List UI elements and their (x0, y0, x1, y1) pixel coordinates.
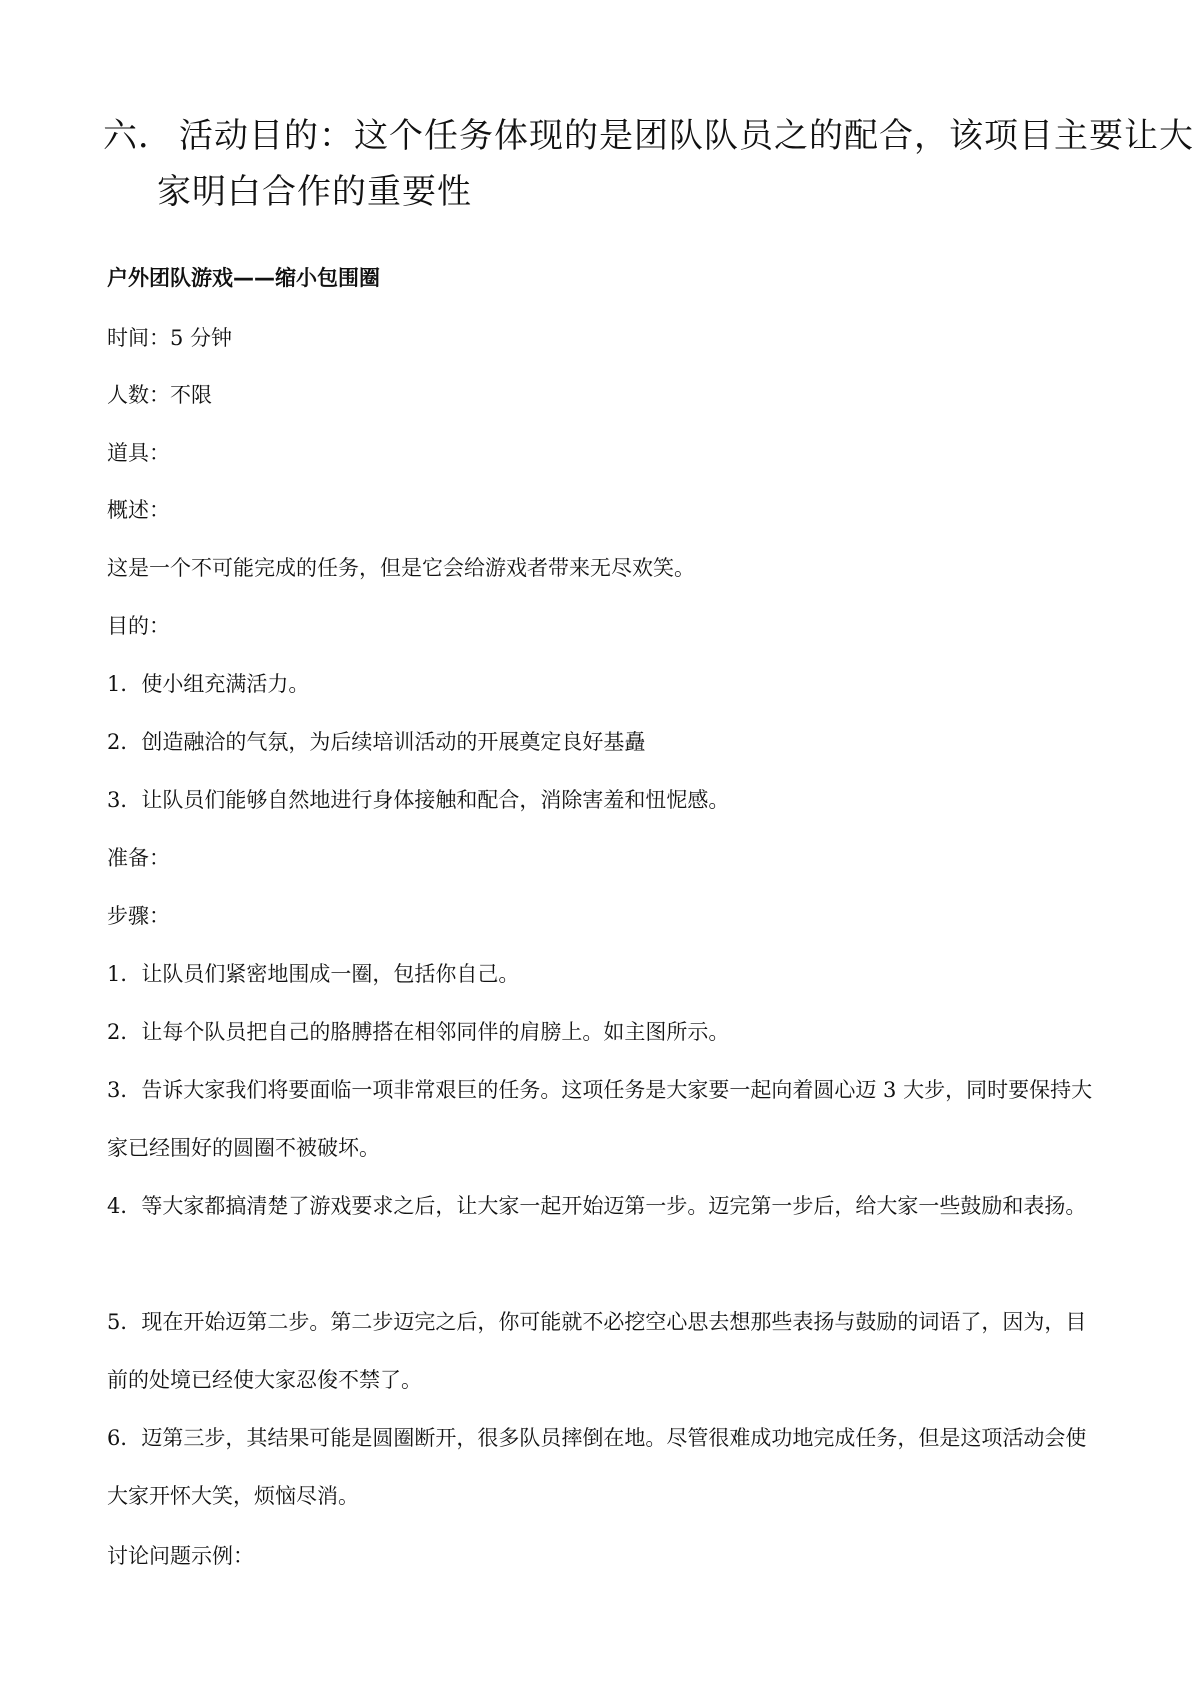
step-item: 5．现在开始迈第二步。第二步迈完之后，你可能就不必挖空心思去想那些表扬与鼓励的词语了，因为，目前的处境已经使大家忍俊不禁了。 (107, 1310, 1087, 1392)
props-line: 道具： (107, 441, 170, 465)
step-item: 2．让每个队员把自己的胳膊搭在相邻同伴的肩膀上。如主图所示。 (107, 1020, 730, 1044)
overview-label: 概述： (107, 498, 170, 522)
people-line: 人数：不限 (107, 383, 212, 407)
steps-label: 步骤： (107, 904, 170, 928)
purpose-item: 3．让队员们能够自然地进行身体接触和配合，消除害羞和忸怩感。 (107, 788, 730, 812)
section-heading-line-2: 家明白合作的重要性 (157, 172, 472, 212)
step-item: 1．让队员们紧密地围成一圈，包括你自己。 (107, 962, 520, 986)
purpose-item: 2．创造融洽的气氛，为后续培训活动的开展奠定良好基矗 (107, 730, 646, 754)
step-item: 6．迈第三步，其结果可能是圆圈断开，很多队员摔倒在地。尽管很难成功地完成任务，但是这项活动会使大家开怀大笑，烦恼尽消。 (107, 1426, 1087, 1508)
overview-text: 这是一个不可能完成的任务，但是它会给游戏者带来无尽欢笑。 (107, 556, 695, 580)
purpose-item: 1．使小组充满活力。 (107, 672, 310, 696)
section-heading-line-1 (103, 108, 1194, 164)
step-item: 3．告诉大家我们将要面临一项非常艰巨的任务。这项任务是大家要一起向着圆心迈 3 大步，同时要保持大家已经围好的圆圈不被破坏。 (107, 1078, 1093, 1160)
step-item: 4．等大家都搞清楚了游戏要求之后，让大家一起开始迈第一步。迈完第一步后，给大家一些鼓励和表扬。 (107, 1194, 1087, 1218)
game-title: 户外团队游戏——缩小包围圈 (107, 266, 380, 290)
purpose-label: 目的： (107, 614, 170, 638)
prepare-label: 准备： (107, 846, 170, 870)
section-heading (103, 108, 1194, 220)
discussion-label: 讨论问题示例： (107, 1544, 254, 1568)
section-number: 六． (103, 116, 173, 156)
section-heading-text-1: 活动目的：这个任务体现的是团队队员之的配合，该项目主要让大 (179, 116, 1194, 156)
time-line: 时间：5 分钟 (107, 326, 233, 350)
